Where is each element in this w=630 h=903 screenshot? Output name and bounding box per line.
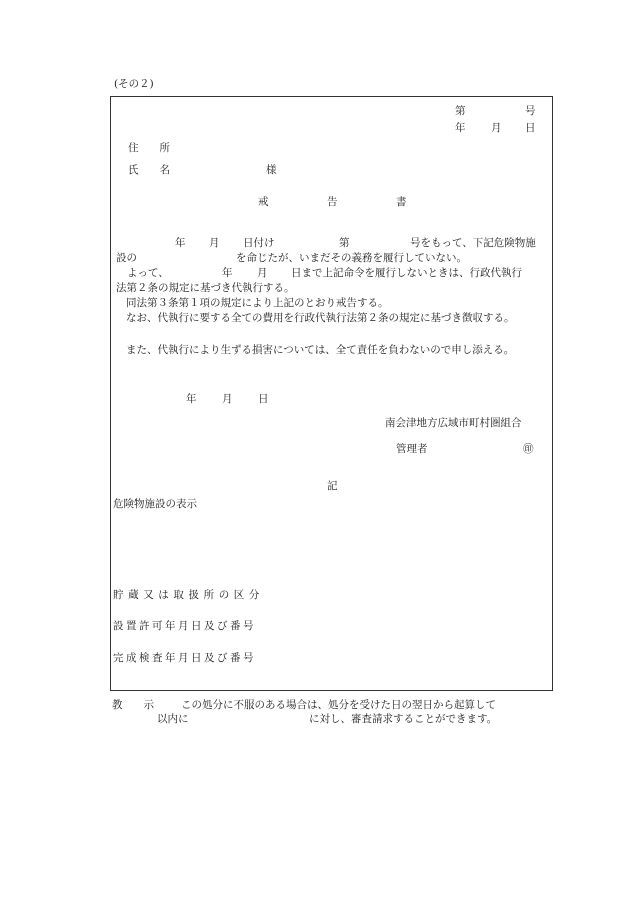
doc-number-suffix: 号 <box>525 105 536 117</box>
notice-line2-end: に対し、審査請求することができます。 <box>309 713 498 725</box>
notice-line2-start: 以内に <box>157 713 189 725</box>
body-l1-year: 年 <box>175 237 186 249</box>
notice-line1: この処分に不服のある場合は、処分を受けた日の翌日から起算して <box>181 699 496 711</box>
address-label: 住 所 <box>128 142 170 154</box>
seal-mark: ㊞ <box>523 443 534 455</box>
notice-form-box <box>110 96 553 691</box>
title-char-1: 戒 <box>258 196 269 208</box>
record-heading: 記 <box>327 480 338 492</box>
body-l1-end: 号をもって、下記危険物施 <box>410 237 536 249</box>
notice-label: 教 示 <box>112 699 154 711</box>
issuer-organization: 南会津地方広域市町村圏組合 <box>385 417 522 429</box>
storage-label: 貯蔵又は取扱所の区分 <box>113 589 264 601</box>
doc-number-prefix: 第 <box>455 105 466 117</box>
manager-label: 管理者 <box>396 443 428 455</box>
title-char-3: 書 <box>396 196 407 208</box>
body-l3-year: 年 <box>222 267 233 279</box>
body-l1-day: 日付け <box>243 237 275 249</box>
inspection-label: 完成検査年月日及び番号 <box>113 652 256 664</box>
doc-date-year: 年 <box>455 122 466 134</box>
issue-date-year: 年 <box>186 393 197 405</box>
body-l3-end: 日まで上記命令を履行しないときは、行政代執行 <box>291 267 522 279</box>
doc-date-day: 日 <box>525 122 536 134</box>
para-regulation: 同法第３条第１項の規定により上記のとおり戒告する。 <box>126 297 389 309</box>
permit-label: 設置許可年月日及び番号 <box>113 620 256 632</box>
name-label: 氏 名 <box>128 164 170 176</box>
body-l1-no: 第 <box>339 237 350 249</box>
honorific: 様 <box>266 164 277 176</box>
doc-date-month: 月 <box>491 122 502 134</box>
body-l2-end: を命じたが、いまだその義務を履行していない。 <box>236 252 467 264</box>
facility-label: 危険物施設の表示 <box>113 498 197 510</box>
para-damages: また、代執行により生ずる損害については、全て責任を負わないので申し添える。 <box>126 344 515 356</box>
body-l4: 法第２条の規定に基づき代執行する。 <box>116 282 295 294</box>
para-costs: なお、代執行に要する全ての費用を行政代執行法第２条の規定に基づき徴収する。 <box>126 312 515 324</box>
issue-date-day: 日 <box>258 393 269 405</box>
section-label: (その２) <box>114 78 154 90</box>
issue-date-month: 月 <box>222 393 233 405</box>
body-l1-month: 月 <box>209 237 220 249</box>
title-char-2: 告 <box>327 196 338 208</box>
body-l3-therefore: よって、 <box>127 267 169 279</box>
body-l2-start: 設の <box>116 252 137 264</box>
body-l3-month: 月 <box>257 267 268 279</box>
